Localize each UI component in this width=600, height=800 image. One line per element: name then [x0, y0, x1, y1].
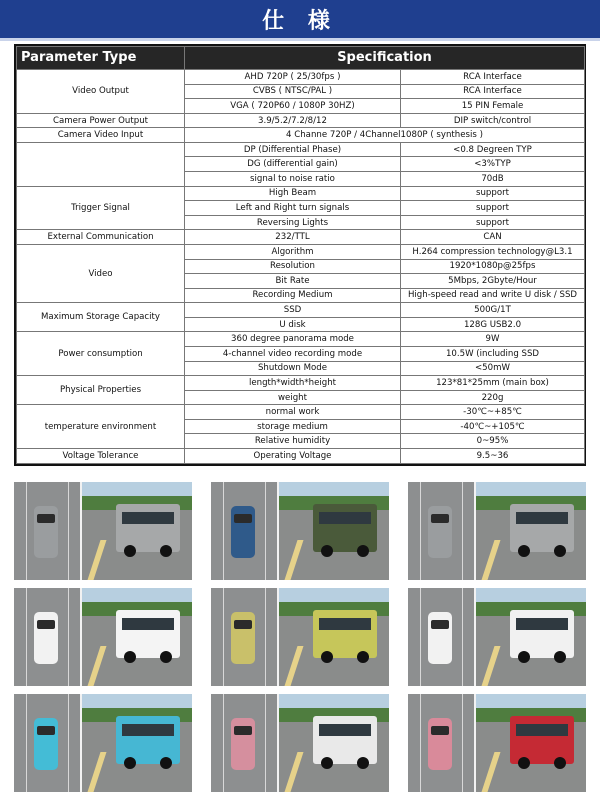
vehicle-topdown: [231, 612, 255, 664]
param-cell: temperature environment: [17, 405, 185, 449]
table-row: [17, 186, 585, 201]
wheel: [160, 545, 172, 557]
page-title: 仕 様: [262, 8, 338, 34]
vehicle-side: [313, 716, 377, 764]
param-cell: Video Output: [17, 70, 185, 114]
sub-cell: Operating Voltage: [185, 449, 401, 464]
value-cell: 9.5~36: [401, 449, 585, 464]
value-cell: 70dB: [401, 172, 585, 187]
birdseye-view: [211, 588, 277, 686]
sub-cell: Shutdown Mode: [185, 361, 401, 376]
vehicle-thumbnail: [14, 588, 192, 686]
param-cell: Camera Power Output: [17, 113, 185, 128]
birdseye-view: [408, 694, 474, 792]
camera-3d-view: [82, 482, 192, 580]
param-cell: Camera Video Input: [17, 128, 185, 143]
vehicle-window: [516, 512, 568, 524]
vehicle-thumbnail: [211, 482, 389, 580]
value-cell: CAN: [401, 230, 585, 245]
param-cell: Power consumption: [17, 332, 185, 376]
vehicle-topdown: [34, 612, 58, 664]
sub-cell: 4-channel video recording mode: [185, 346, 401, 361]
camera-3d-view: [476, 588, 586, 686]
sub-cell: CVBS ( NTSC/PAL ): [185, 84, 401, 99]
vehicle-topdown: [428, 718, 452, 770]
wheel: [160, 651, 172, 663]
table-row: [17, 128, 585, 143]
windshield: [431, 620, 449, 629]
camera-3d-view: [476, 694, 586, 792]
param-cell: Maximum Storage Capacity: [17, 303, 185, 332]
wheel: [554, 757, 566, 769]
vehicle-topdown: [428, 506, 452, 558]
sub-cell: DP (Differential Phase): [185, 142, 401, 157]
value-cell: 10.5W (including SSD: [401, 346, 585, 361]
vehicle-thumbnail: [408, 482, 586, 580]
sub-cell: weight: [185, 390, 401, 405]
birdseye-view: [211, 482, 277, 580]
sub-cell: storage medium: [185, 419, 401, 434]
birdseye-view: [408, 482, 474, 580]
vehicle-gallery: [14, 482, 586, 800]
sub-cell: Recording Medium: [185, 288, 401, 303]
table-row: [17, 113, 585, 128]
vehicle-window: [122, 724, 174, 736]
sub-cell: DG (differential gain): [185, 157, 401, 172]
value-cell: 1920*1080p@25fps: [401, 259, 585, 274]
table-row: [17, 405, 585, 420]
vehicle-thumbnail: [14, 482, 192, 580]
lane-line: [26, 482, 27, 580]
table-row: [17, 70, 585, 85]
vehicle-side: [510, 716, 574, 764]
vehicle-topdown: [34, 506, 58, 558]
wheel: [321, 757, 333, 769]
vehicle-side: [510, 610, 574, 658]
birdseye-view: [408, 588, 474, 686]
table-row: [17, 449, 585, 464]
vehicle-thumbnail: [211, 694, 389, 792]
windshield: [234, 514, 252, 523]
banner-divider: [0, 38, 600, 41]
vehicle-window: [122, 512, 174, 524]
camera-3d-view: [279, 482, 389, 580]
wheel: [124, 545, 136, 557]
windshield: [431, 514, 449, 523]
value-cell: DIP switch/control: [401, 113, 585, 128]
value-cell: -40℃~+105℃: [401, 419, 585, 434]
lane-line: [223, 588, 224, 686]
value-cell: 15 PIN Female: [401, 99, 585, 114]
param-cell: Physical Properties: [17, 376, 185, 405]
vehicle-topdown: [428, 612, 452, 664]
lane-line: [68, 482, 69, 580]
lane-line: [420, 482, 421, 580]
lane-line: [462, 694, 463, 792]
camera-3d-view: [279, 694, 389, 792]
value-cell: support: [401, 215, 585, 230]
wheel: [518, 545, 530, 557]
windshield: [431, 726, 449, 735]
value-cell: <3%TYP: [401, 157, 585, 172]
lane-line: [420, 694, 421, 792]
windshield: [234, 620, 252, 629]
lane-line: [265, 588, 266, 686]
sub-cell: VGA ( 720P60 / 1080P 30HZ): [185, 99, 401, 114]
lane-line: [68, 694, 69, 792]
param-cell: Video: [17, 244, 185, 302]
table-row: [17, 142, 585, 157]
value-cell: <0.8 Degreen TYP: [401, 142, 585, 157]
sub-cell: normal work: [185, 405, 401, 420]
camera-3d-view: [279, 588, 389, 686]
wheel: [554, 651, 566, 663]
value-cell: 500G/1T: [401, 303, 585, 318]
lane-line: [68, 588, 69, 686]
lane-line: [223, 694, 224, 792]
vehicle-side: [116, 504, 180, 552]
vehicle-window: [319, 724, 371, 736]
vehicle-window: [516, 724, 568, 736]
birdseye-view: [14, 694, 80, 792]
camera-3d-view: [476, 482, 586, 580]
vehicle-thumbnail: [408, 588, 586, 686]
sub-cell: Relative humidity: [185, 434, 401, 449]
param-cell: Voltage Tolerance: [17, 449, 185, 464]
table-row: [17, 303, 585, 318]
value-cell: 220g: [401, 390, 585, 405]
table-row: [17, 244, 585, 259]
sub-cell: SSD: [185, 303, 401, 318]
sub-cell: 360 degree panorama mode: [185, 332, 401, 347]
value-cell: 128G USB2.0: [401, 317, 585, 332]
camera-3d-view: [82, 588, 192, 686]
wheel: [518, 757, 530, 769]
sub-cell: U disk: [185, 317, 401, 332]
value-cell: <50mW: [401, 361, 585, 376]
sub-cell: AHD 720P ( 25/30fps ): [185, 70, 401, 85]
birdseye-view: [14, 588, 80, 686]
vehicle-thumbnail: [408, 694, 586, 792]
wheel: [124, 651, 136, 663]
sub-cell: length*width*height: [185, 376, 401, 391]
value-cell: support: [401, 201, 585, 216]
windshield: [37, 620, 55, 629]
table-row: [17, 230, 585, 245]
column-header-parameter: Parameter Type: [17, 47, 185, 70]
value-cell: 9W: [401, 332, 585, 347]
lane-line: [462, 482, 463, 580]
sub-cell: Resolution: [185, 259, 401, 274]
value-cell: 5Mbps, 2Gbyte/Hour: [401, 274, 585, 289]
value-cell: RCA Interface: [401, 84, 585, 99]
param-cell: Trigger Signal: [17, 186, 185, 230]
vehicle-topdown: [231, 718, 255, 770]
wheel: [357, 545, 369, 557]
lane-line: [223, 482, 224, 580]
value-cell: High-speed read and write U disk / SSD: [401, 288, 585, 303]
sub-cell: 3.9/5.2/7.2/8/12: [185, 113, 401, 128]
vehicle-thumbnail: [211, 588, 389, 686]
header-banner: [0, 0, 600, 38]
lane-line: [420, 588, 421, 686]
vehicle-side: [116, 716, 180, 764]
vehicle-thumbnail: [14, 694, 192, 792]
wheel: [357, 651, 369, 663]
vehicle-window: [516, 618, 568, 630]
table-row: [17, 332, 585, 347]
vehicle-window: [122, 618, 174, 630]
wheel: [321, 651, 333, 663]
vehicle-side: [313, 610, 377, 658]
windshield: [37, 726, 55, 735]
value-cell: support: [401, 186, 585, 201]
vehicle-window: [319, 512, 371, 524]
lane-line: [26, 588, 27, 686]
sub-cell: 232/TTL: [185, 230, 401, 245]
vehicle-window: [319, 618, 371, 630]
lane-line: [462, 588, 463, 686]
windshield: [234, 726, 252, 735]
lane-line: [265, 482, 266, 580]
vehicle-topdown: [231, 506, 255, 558]
value-cell: RCA Interface: [401, 70, 585, 85]
param-cell: [17, 142, 185, 186]
sub-cell: Algorithm: [185, 244, 401, 259]
specification-table: [14, 44, 586, 466]
value-cell: H.264 compression technology@L3.1: [401, 244, 585, 259]
lane-line: [26, 694, 27, 792]
wheel: [321, 545, 333, 557]
column-header-specification: Specification: [185, 47, 585, 70]
vehicle-side: [313, 504, 377, 552]
wheel: [357, 757, 369, 769]
vehicle-topdown: [34, 718, 58, 770]
sub-cell: Left and Right turn signals: [185, 201, 401, 216]
sub-cell: High Beam: [185, 186, 401, 201]
value-cell: 0~95%: [401, 434, 585, 449]
wheel: [160, 757, 172, 769]
param-cell: External Communication: [17, 230, 185, 245]
birdseye-view: [14, 482, 80, 580]
vehicle-side: [116, 610, 180, 658]
sub-cell: Reversing Lights: [185, 215, 401, 230]
camera-3d-view: [82, 694, 192, 792]
value-cell: -30℃~+85℃: [401, 405, 585, 420]
table-row: [17, 376, 585, 391]
value-cell: 123*81*25mm (main box): [401, 376, 585, 391]
birdseye-view: [211, 694, 277, 792]
sub-cell: Bit Rate: [185, 274, 401, 289]
lane-line: [265, 694, 266, 792]
wheel: [554, 545, 566, 557]
windshield: [37, 514, 55, 523]
vehicle-side: [510, 504, 574, 552]
wheel: [518, 651, 530, 663]
sub-cell: 4 Channe 720P / 4Channel1080P ( synthesis ): [185, 128, 585, 143]
wheel: [124, 757, 136, 769]
sub-cell: signal to noise ratio: [185, 172, 401, 187]
